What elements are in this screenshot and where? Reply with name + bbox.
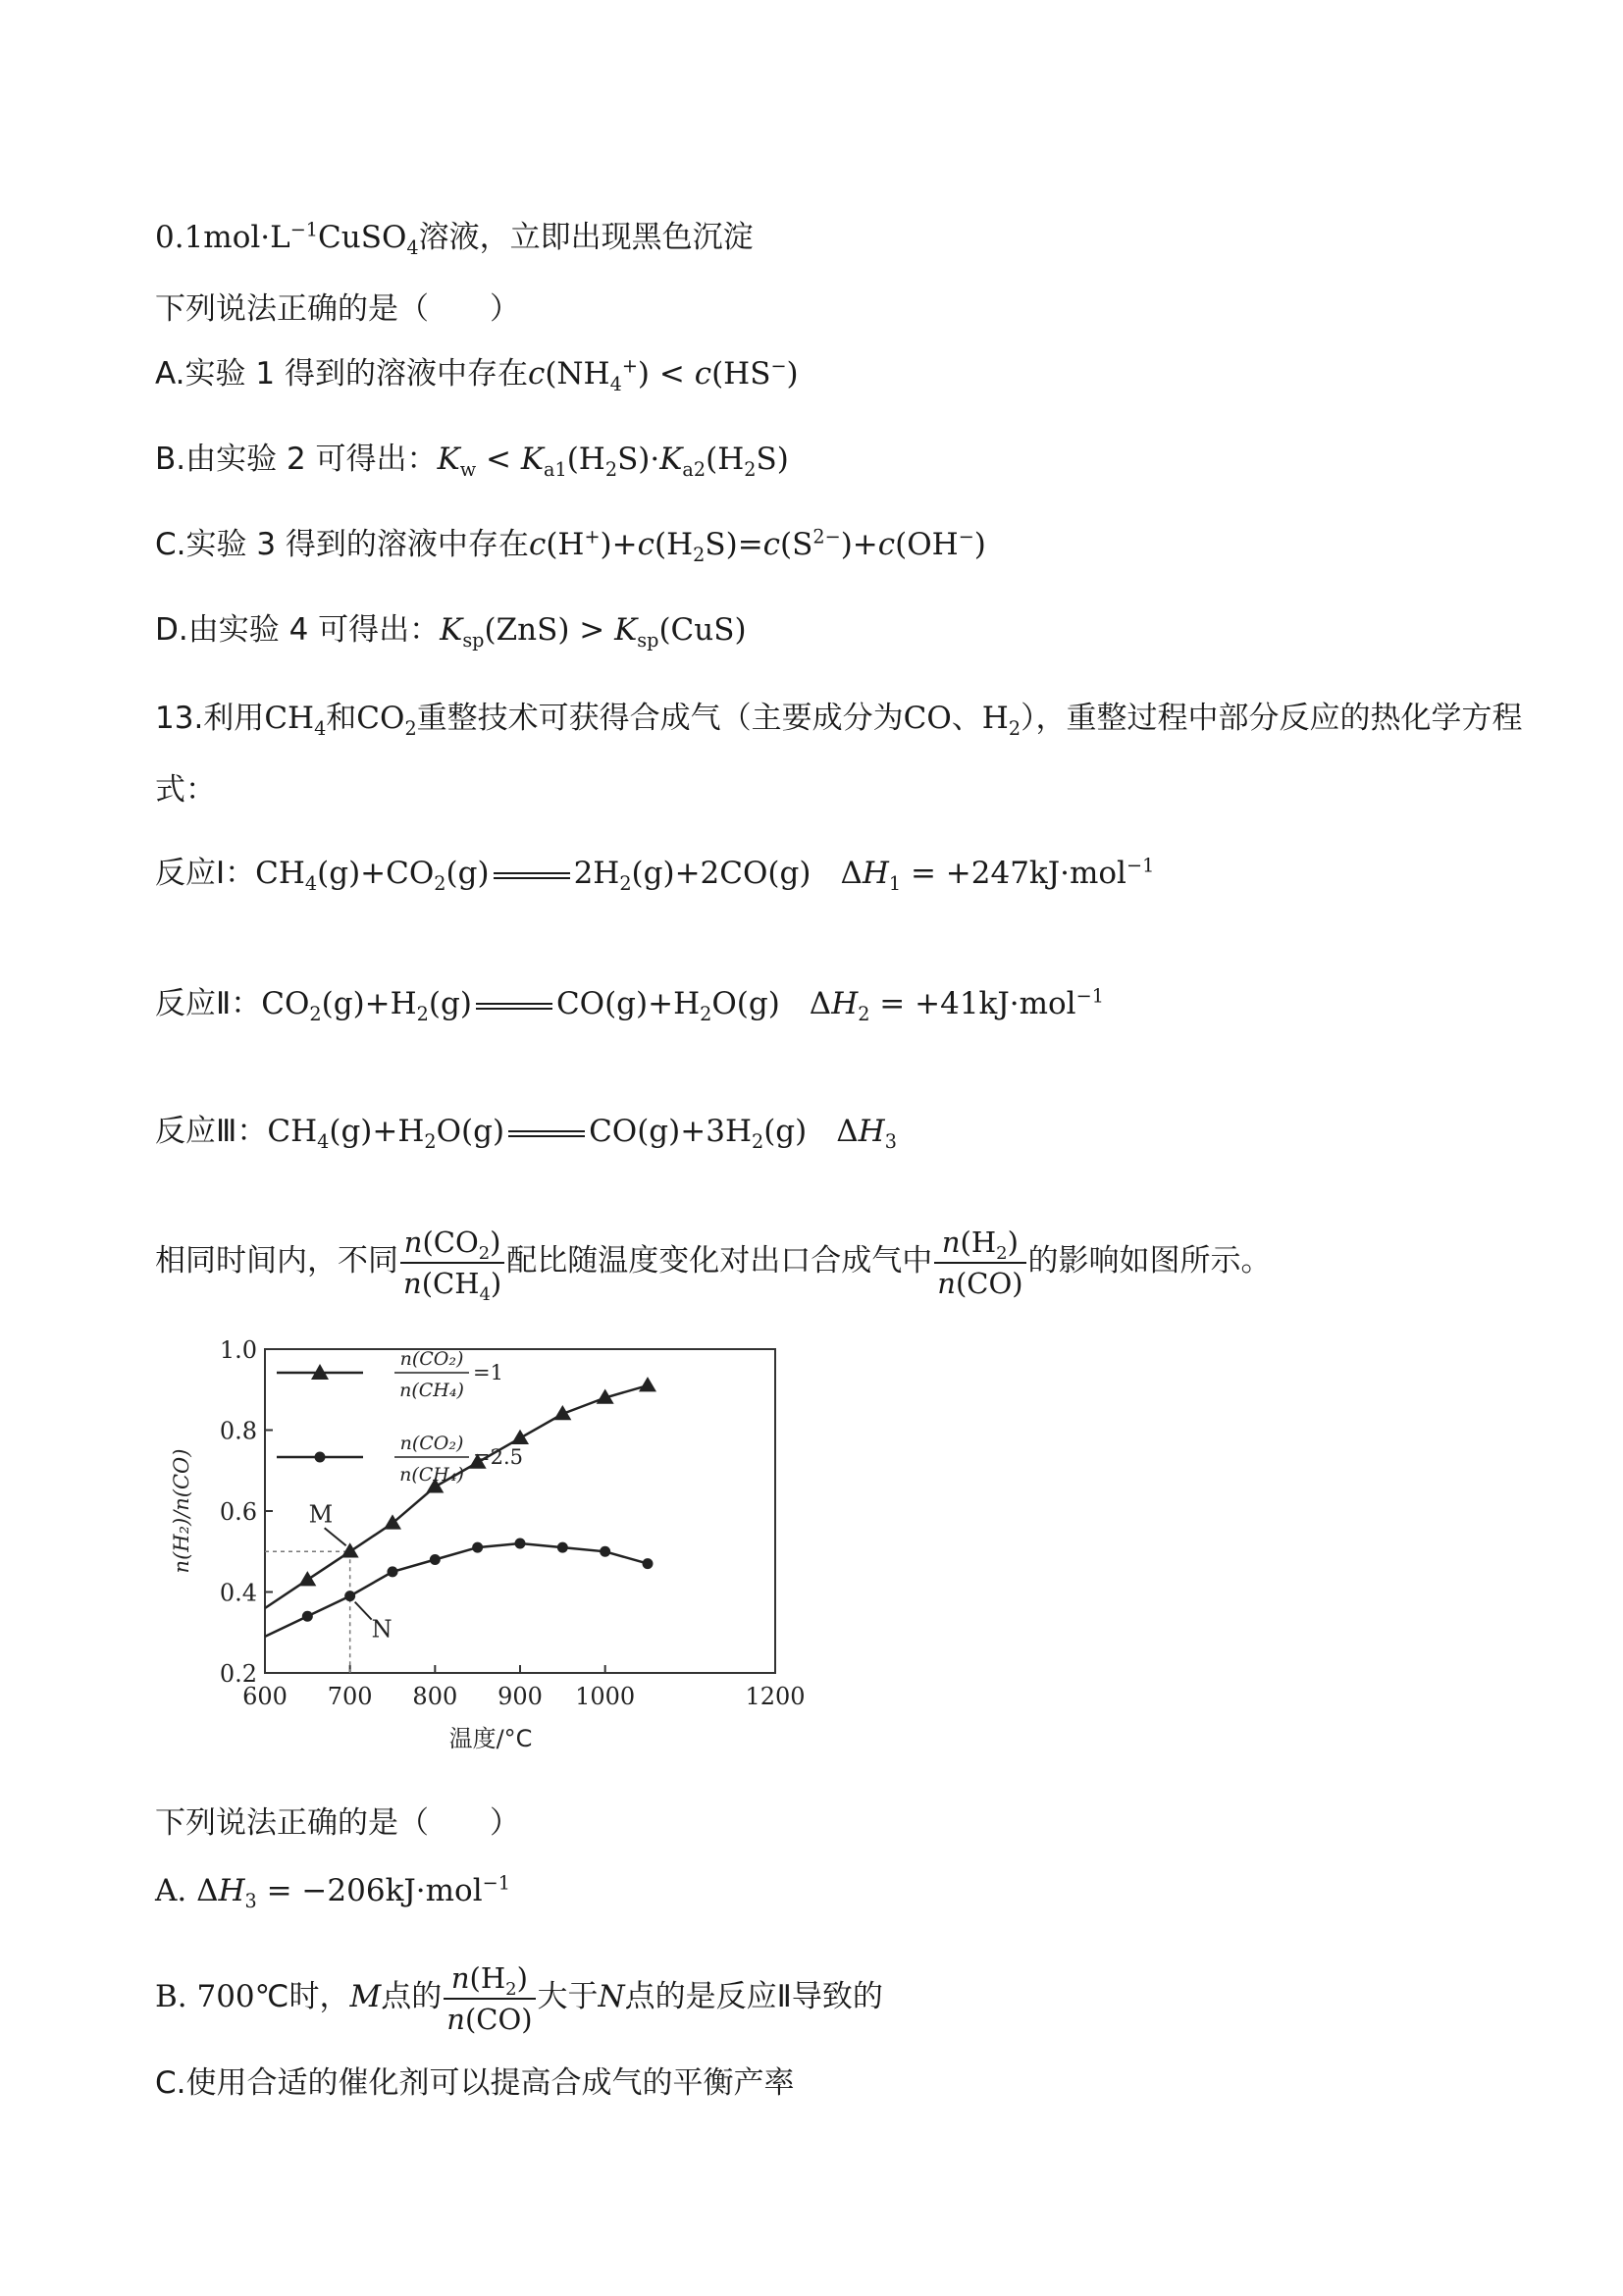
series-line-1: [265, 1385, 648, 1608]
legend-val-2: =2.5: [473, 1445, 523, 1469]
option-a: A.实验 1 得到的溶液中存在$c(NH_4^+) < c(HS^-)$: [155, 354, 799, 396]
series-2-point-4: [472, 1542, 483, 1553]
y-axis-label: n(H₂)/n(CO): [170, 1448, 193, 1574]
annotation-m: M: [308, 1500, 334, 1529]
legend-num-2: n(CO₂): [399, 1433, 464, 1454]
series-2-point-8: [643, 1558, 654, 1569]
series-2-point-5: [515, 1539, 526, 1549]
option-d: D.由实验 4 可得出：$K_{sp}(ZnS) > K_{sp}(CuS)$: [155, 612, 747, 652]
answer-b: B. 700℃时，M点的 $\frac{n(H_2)}{n(CO)}$ 大于N点的是反应Ⅱ导致的: [155, 1953, 883, 2041]
legend-num-1: n(CO₂): [399, 1348, 464, 1370]
series-2-point-2: [388, 1566, 398, 1577]
annotation-n-arrow: [355, 1602, 372, 1620]
series-1-point-0: [298, 1571, 316, 1586]
option-b: B.由实验 2 可得出：$K_w < K_{a1}(H_2S)\cdot K_{a2}(H_2S)$: [155, 442, 789, 482]
x-tick-label-3: 900: [497, 1683, 543, 1710]
x-axis-label: 温度/°C: [448, 1725, 533, 1752]
legend-den-2: n(CH₄): [399, 1464, 464, 1486]
answer-c: C.使用合适的催化剂可以提高合成气的平衡产率: [155, 2065, 795, 2101]
series-2-point-0: [302, 1611, 313, 1622]
y-tick-label-3: 0.8: [219, 1417, 257, 1445]
x-tick-label-4: 1000: [575, 1683, 636, 1710]
series-1-point-5: [511, 1430, 529, 1444]
series-1-point-8: [639, 1377, 656, 1391]
text-line-1: $0.1mol\cdot L^{-1}CuSO_4$溶液，立即出现黑色沉淀: [155, 218, 754, 260]
answer-a: A. $\Delta H_3 = -206kJ\cdot mol^{-1}$: [155, 1871, 510, 1913]
series-2-point-7: [600, 1546, 610, 1557]
series-2-point-1: [344, 1591, 355, 1601]
question-prompt-13: 下列说法正确的是（ ）: [155, 1805, 520, 1841]
legend-marker-2: [315, 1452, 326, 1463]
reaction-1: 反应Ⅰ：$CH_4(g)+CO_2(g)$ $2H_2(g)+2CO(g) \Delta H_1 = +247kJ\cdot mol^{-1}$: [155, 854, 1155, 896]
y-tick-label-2: 0.6: [219, 1498, 257, 1526]
ratio-statement: 相同时间内，不同 $\frac{n(CO_2)}{n(CH_4)}$ 配比随温度变化对出口合成气中 $\frac{n(H_2)}{n(CO)}$ 的影响如图所示。: [155, 1217, 1272, 1305]
annotation-m-arrow: [325, 1528, 346, 1545]
reaction-3: 反应Ⅲ：$CH_4(g)+H_2O(g)$ $CO(g)+3H_2(g)$ $\Delta H_3$: [155, 1114, 897, 1154]
question-prompt-12: 下列说法正确的是（ ）: [155, 291, 520, 327]
x-tick-label-1: 700: [327, 1683, 373, 1710]
annotation-n: N: [371, 1615, 393, 1644]
plot-frame: [265, 1349, 775, 1673]
x-tick-label-5: 1200: [745, 1683, 806, 1710]
question-13-line-1: 13.利用$CH_4$和$CO_2$重整技术可获得合成气（主要成分为CO、$H_2$），重整过程中部分反应的热化学方程: [155, 701, 1523, 741]
series-2-point-3: [430, 1554, 441, 1565]
option-c: C.实验 3 得到的溶液中存在$c(H^+)+c(H_2S)=c(S^{2-})+c(OH^-)$: [155, 525, 986, 567]
x-tick-label-0: 600: [242, 1683, 288, 1710]
series-2-point-6: [557, 1542, 568, 1553]
y-tick-label-4: 1.0: [219, 1339, 257, 1364]
y-tick-label-1: 0.4: [219, 1579, 257, 1607]
legend-val-1: =1: [473, 1361, 503, 1384]
reaction-2: 反应Ⅱ：$CO_2(g)+H_2(g)$ $CO(g)+H_2O(g) \Delta H_2 = +41kJ\cdot mol^{-1}$: [155, 984, 1104, 1026]
x-tick-label-2: 800: [412, 1683, 458, 1710]
question-13-line-2: 式：: [155, 772, 216, 808]
series-line-2: [265, 1543, 648, 1637]
legend-den-1: n(CH₄): [399, 1380, 464, 1401]
y-tick-label-0: 0.2: [219, 1660, 257, 1688]
ratio-temperature-chart: [157, 1339, 824, 1800]
